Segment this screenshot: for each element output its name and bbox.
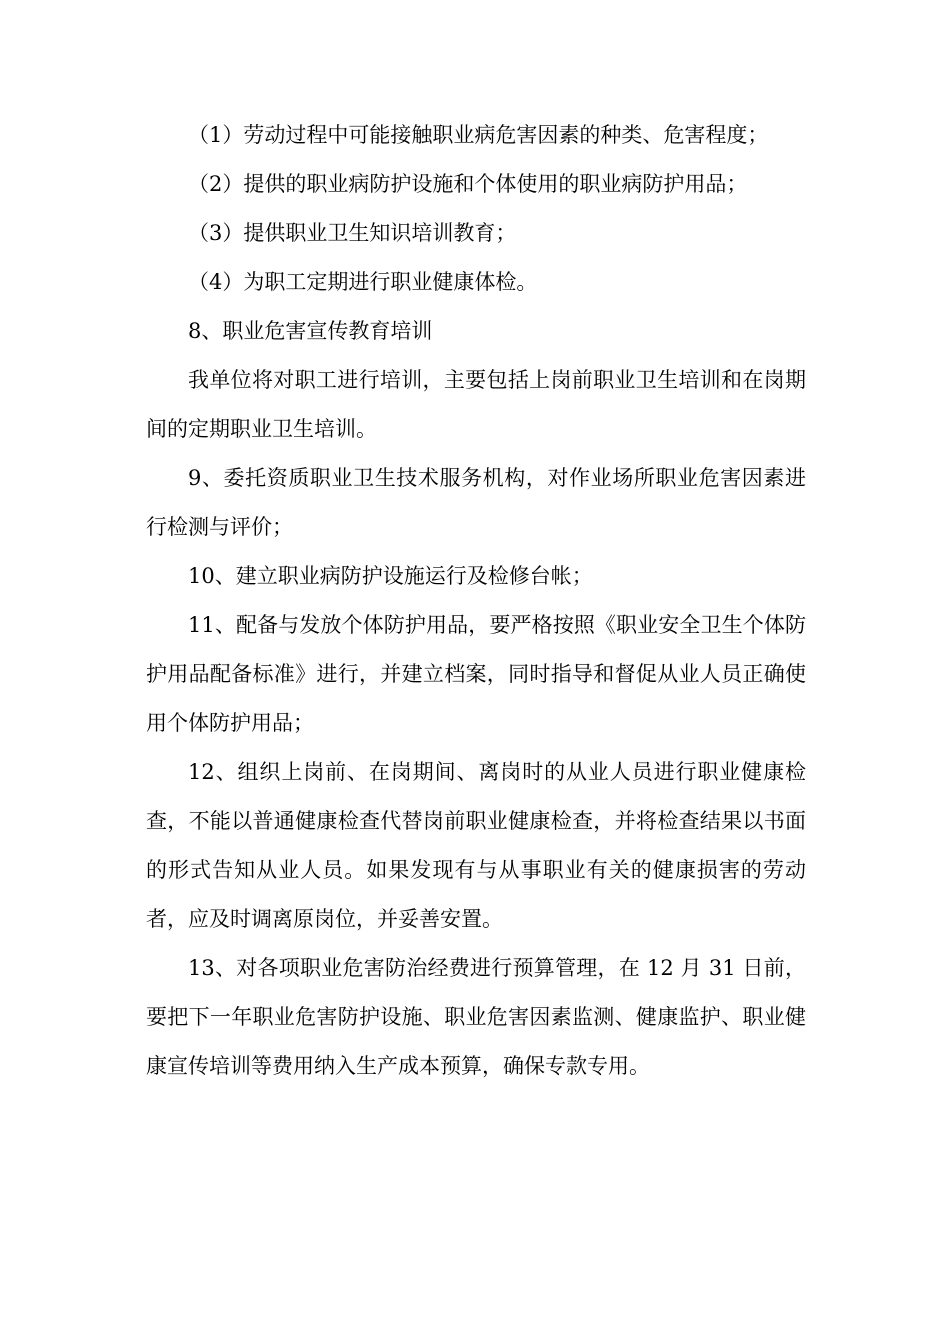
paragraph-10: 10、建立职业病防护设施运行及检修台帐； xyxy=(188,564,593,588)
paragraph-training: 我单位将对职工进行培训，主要包括上岗前职业卫生培训和在岗期间的定期职业卫生培训。 xyxy=(146,368,806,441)
paragraph-9: 9、委托资质职业卫生技术服务机构，对作业场所职业危害因素进行检测与评价； xyxy=(146,466,806,539)
paragraph-item-2: （2）提供的职业病防护设施和个体使用的职业病防护用品； xyxy=(188,172,748,196)
document-body xyxy=(146,111,806,1091)
paragraph-11: 11、配备与发放个体防护用品，要严格按照《职业安全卫生个体防护用品配备标准》进行，并建立档案，同时指导和督促从业人员正确使用个体防护用品； xyxy=(146,613,806,735)
paragraph-item-1: （1）劳动过程中可能接触职业病危害因素的种类、危害程度； xyxy=(188,123,769,147)
paragraph-12: 12、组织上岗前、在岗期间、离岗时的从业人员进行职业健康检查，不能以普通健康检查代替岗前职业健康检查，并将检查结果以书面的形式告知从业人员。如果发现有与从事职业有关的健康损害的劳动者，应及时调离原岗位，并妥善安置。 xyxy=(146,760,806,931)
paragraph-item-3: （3）提供职业卫生知识培训教育； xyxy=(188,221,517,245)
paragraph-item-4: （4）为职工定期进行职业健康体检。 xyxy=(188,270,538,294)
section-heading-8: 8、职业危害宣传教育培训 xyxy=(188,319,433,343)
paragraph-13: 13、对各项职业危害防治经费进行预算管理，在 12 月 31 日前，要把下一年职业危害防护设施、职业危害因素监测、健康监护、职业健康宣传培训等费用纳入生产成本预算，确保专款专用。 xyxy=(146,956,806,1078)
